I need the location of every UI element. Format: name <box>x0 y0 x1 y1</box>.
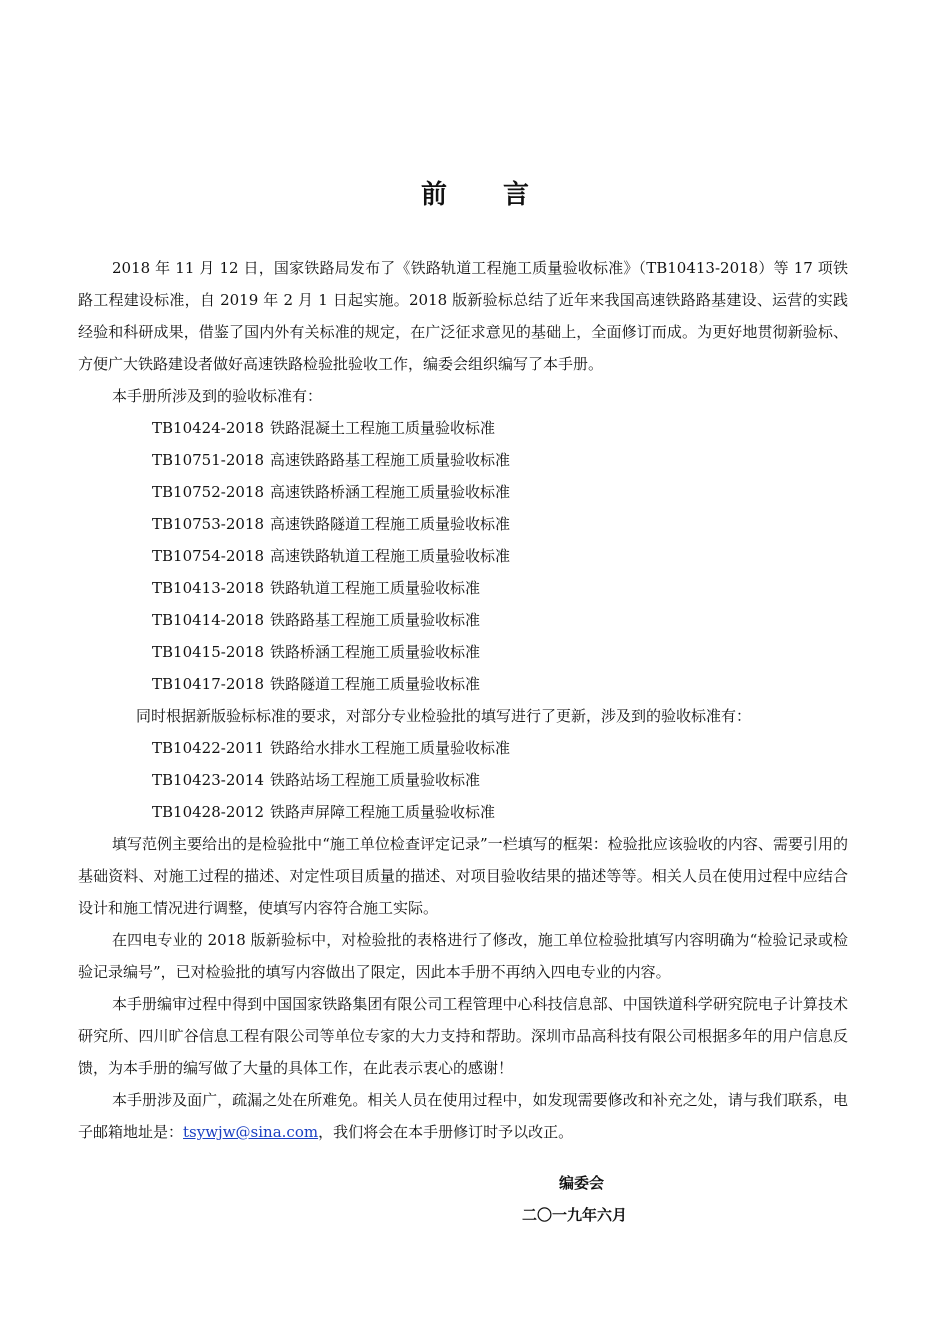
standard-item <box>152 636 510 668</box>
standard-name: 铁路站场工程施工质量验收标准 <box>270 771 481 789</box>
standard-code: TB10424-2018 <box>152 419 264 437</box>
standard-code: TB10428-2012 <box>152 803 264 821</box>
standard-name: 铁路轨道工程施工质量验收标准 <box>270 579 481 597</box>
standard-code: TB10754-2018 <box>152 547 264 565</box>
standard-name: 高速铁路桥涵工程施工质量验收标准 <box>270 483 511 501</box>
standard-code: TB10752-2018 <box>152 483 264 501</box>
page-title: 前言 <box>420 180 585 210</box>
standard-code: TB10422-2011 <box>152 739 264 757</box>
contact-paragraph <box>78 1084 848 1148</box>
updated-standards-intro: 同时根据新版验标标准的要求，对部分专业检验批的填写进行了更新，涉及到的验收标准有： <box>136 707 752 725</box>
sidian-paragraph: 在四电专业的 2018 版新验标中，对检验批的表格进行了修改，施工单位检验批填写内容明确为“检验记录或检验记录编号”，已对检验批的填写内容做出了限定，因此本手册不再纳入四电专业的内容。 <box>78 931 848 981</box>
standard-item <box>152 796 510 828</box>
framework-paragraph: 填写范例主要给出的是检验批中“施工单位检查评定记录”一栏填写的框架：检验批应该验收的内容、需要引用的基础资料、对施工过程的描述、对定性项目质量的描述、对项目验收结果的描述等等。相关人员在使用过程中应结合设计和施工情况进行调整，使填写内容符合施工实际。 <box>78 835 848 917</box>
standard-name: 铁路混凝土工程施工质量验收标准 <box>270 419 496 437</box>
updated-standards-list <box>152 732 510 828</box>
standard-item <box>152 572 510 604</box>
committee-signature: 编委会 <box>559 1174 605 1192</box>
standard-item <box>152 764 510 796</box>
standard-name: 铁路桥涵工程施工质量验收标准 <box>270 643 481 661</box>
standard-item <box>152 668 510 700</box>
standard-code: TB10415-2018 <box>152 643 264 661</box>
standards-intro: 本手册所涉及到的验收标准有： <box>112 387 323 405</box>
standard-name: 铁路隧道工程施工质量验收标准 <box>270 675 481 693</box>
standards-list <box>152 412 510 700</box>
standard-item <box>152 476 510 508</box>
standard-code: TB10753-2018 <box>152 515 264 533</box>
standard-code: TB10414-2018 <box>152 611 264 629</box>
standard-code: TB10413-2018 <box>152 579 264 597</box>
standard-name: 铁路路基工程施工质量验收标准 <box>270 611 481 629</box>
standard-name: 高速铁路轨道工程施工质量验收标准 <box>270 547 511 565</box>
standard-code: TB10417-2018 <box>152 675 264 693</box>
standard-item <box>152 540 510 572</box>
standard-item <box>152 444 510 476</box>
standard-item <box>152 508 510 540</box>
standard-item <box>152 732 510 764</box>
standard-code: TB10423-2014 <box>152 771 264 789</box>
contact-text-after: ，我们将会在本手册修订时予以改正。 <box>318 1123 574 1141</box>
standard-item <box>152 604 510 636</box>
contact-text-before: 本手册涉及面广，疏漏之处在所难免。相关人员在使用过程中，如发现需要修改和补充之处，请与我们联系，电子邮箱地址是： <box>78 1091 848 1141</box>
intro-paragraph: 2018 年 11 月 12 日，国家铁路局发布了《铁路轨道工程施工质量验收标准》（TB10413-2018）等 17 项铁路工程建设标准，自 2019 年 2 月 1 日起实施。2018 版新验标总结了近年来我国高速铁路路基建设、运营的实践经验和科研成果，借鉴了国内外有关标准的规定，在广泛征求意见的基础上，全面修订而成。为更好地贯彻新验标、方便广大铁路建设者做好高速铁路检验批验收工作，编委会组织编写了本手册。 <box>78 259 848 373</box>
standard-name: 高速铁路路基工程施工质量验收标准 <box>270 451 511 469</box>
email-link[interactable]: tsywjw@sina.com <box>183 1123 319 1141</box>
signature-date: 二〇一九年六月 <box>522 1206 628 1224</box>
standard-code: TB10751-2018 <box>152 451 264 469</box>
thanks-paragraph: 本手册编审过程中得到中国国家铁路集团有限公司工程管理中心科技信息部、中国铁道科学研究院电子计算技术研究所、四川旷谷信息工程有限公司等单位专家的大力支持和帮助。深圳市品高科技有限公司根据多年的用户信息反馈，为本手册的编写做了大量的具体工作，在此表示衷心的感谢！ <box>78 995 848 1077</box>
standard-name: 铁路给水排水工程施工质量验收标准 <box>270 739 511 757</box>
standard-item <box>152 412 510 444</box>
standard-name: 铁路声屏障工程施工质量验收标准 <box>270 803 496 821</box>
standard-name: 高速铁路隧道工程施工质量验收标准 <box>270 515 511 533</box>
